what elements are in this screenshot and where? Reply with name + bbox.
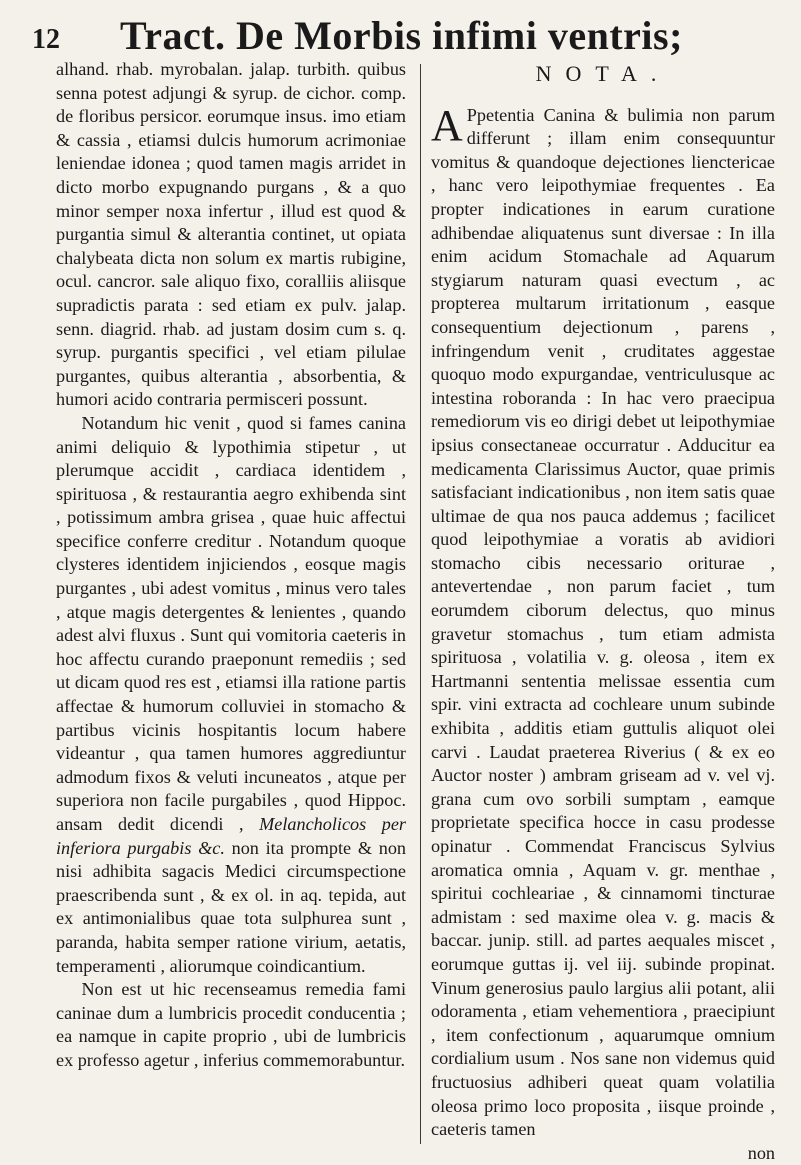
catchword: non [747, 1142, 775, 1163]
left-paragraph-2 [56, 412, 406, 978]
column-divider [420, 64, 421, 1144]
left-paragraph-2-text: Notandum hic venit , quod si fames canina animi deliquio & lypothimia stipetur , ut plerumque accidit , cardiaca identidem , spirituosa , & restaurantia aegro exhibenda sint , potissimum ambra grisea , quae huic affectui specifice conferre creditur . Notandum quoque clysteres identidem injiciendos , eosque magis purgantes , ubi adest vomitus , minus vero tales , atque magis detergentes & lenientes , quando adest alvi fluxus . Sunt qui vomitoria caeteris in hoc affectu curando praeponunt remediis ; sed ut dicam quod res est , etiamsi illa ratione partis affectae & humorum colluviei in stomacho & partibus vicinis hospitantis locum habere videantur , qua tamen humores aggrediuntur admodum fixos & veluti incuneatos , atque per superiora non facile purgabiles , quod Hippoc. ansam dedit dicendi , [56, 412, 406, 834]
right-column [431, 58, 775, 1165]
drop-cap: A [431, 100, 463, 150]
left-paragraph-3: Non est ut hic recenseamus remedia fami caninae dum a lumbricis procedit conducentia ; ea namque in capite proprio , ubi de lumbricis ex professo agetur , inferius commemorabuntur. [56, 979, 406, 1070]
hippocrates-quote: Melancholicos per inferiora purgabis &c. [56, 814, 406, 858]
left-paragraph-2-end: non ita prompte & non nisi adhibita sagacis Medici circumspectione praescribenda sunt , & ex ol. in aq. tepida, aut ex antimonialibus quae tota sulphurea sunt , paranda, habita semper ratione virium, aetatis, temperamenti , aliorumque coindicantium. [56, 837, 407, 976]
page-header [0, 8, 801, 58]
page-number: 12 [32, 24, 60, 55]
note-text: Ppetentia Canina & bulimia non parum differunt ; illam enim consequuntur vomitus & quandoque dejectiones lienctericae , hanc vero leipothymiae frequentes . Ea propter indicationes in earum curatione adhibendae aliquatenus sunt diversae : In illa enim acidum Stomachale ad Aquarum stygiarum naturam quasi evectum , ac propterea multarum irritationum , easque consequentium dejectionum , parens , infringendum venit , cruditates aggestae quoquo modo expurgandae, ventriculusque ac intestina roboranda : In hac vero praecipua remediorum vis eo dirigi debet ut leipothymiae ipsius consectaneae occurratur . Adducitur ea medicamenta Clarissimus Auctor, quae primis satisfaciant indicationibus , non item satis quae ultimae de qua nos pauca addemus ; facilicet quod leipothymiae a voratis ab avidiori stomacho cibis necessario oriturae , antevertendae , non parum faciet , tum eorumdem ciborum delectus, quo minus gravetur stomachus , tum etiam admista spirituosa , volatilia v. g. oleosa , item ex Hartmanni sententia melissae essentia cum spir. vini extracta ad cochleare unum subinde exhibita , additis etiam guttulis aliquot olei carvi . Laudat praeterea Riverius ( & ex eo Auctor noster ) ambram griseam ad v. vel vj. grana cum ovo sorbili sumptam , eamque proprietate specifica hocce in casu prodesse opinatur . Commendat Franciscus Sylvius aromatica omnia , Aquam v. gr. menthae , spiritui cochleariae , & cinnamomi tincturae admistam : sed maxime olea v. g. macis & baccar. junip. still. ad partes aequales miscet , eorumque guttas ij. vel iij. subinde propinat. Vinum generosius paulo largius alii potant, alii odoramenta , etiam vehementiora , praecipiunt , item confectionum , aquarumque omnium cordialium usum . Nos sane non videmus quid fructuosius adhiberi queat quam volatilia oleosa primo loco proposita , iisque proinde , caeteris tamen [431, 104, 775, 1140]
note-paragraph [431, 100, 775, 1142]
left-paragraph-1: alhand. rhab. myrobalan. jalap. turbith. quibus senna potest adjungi & syrup. de cichor. comp. de floribus persicor. eorumque insus. imo etiam & cassia , etiamsi dulcis humorum acrimoniae leniendae idonea ; quod tamen magis arridet in dicto morbo expugnando purgans , & a quo minor semper noxa infertur , illud est quod & purgantia simul & alterantia continet, ut opiata chalybeata dicta non solum ex martis rubigine, ocul. cancror. sale aliquo fixo, coralliis aliisque supradictis parata : sed etiam ex pulv. jalap. senn. diagrid. rhab. ad justam dosim cum s. q. syrup. purgantis specifici , vel etiam pilulae purgantes, quibus alterantia , absorbentia, & humori acido contraria permisceri possunt. [56, 59, 406, 410]
note-heading: NOTA. [535, 61, 671, 86]
running-title: Tract. De Morbis infimi ventris; [120, 13, 683, 58]
left-column [56, 58, 406, 1073]
